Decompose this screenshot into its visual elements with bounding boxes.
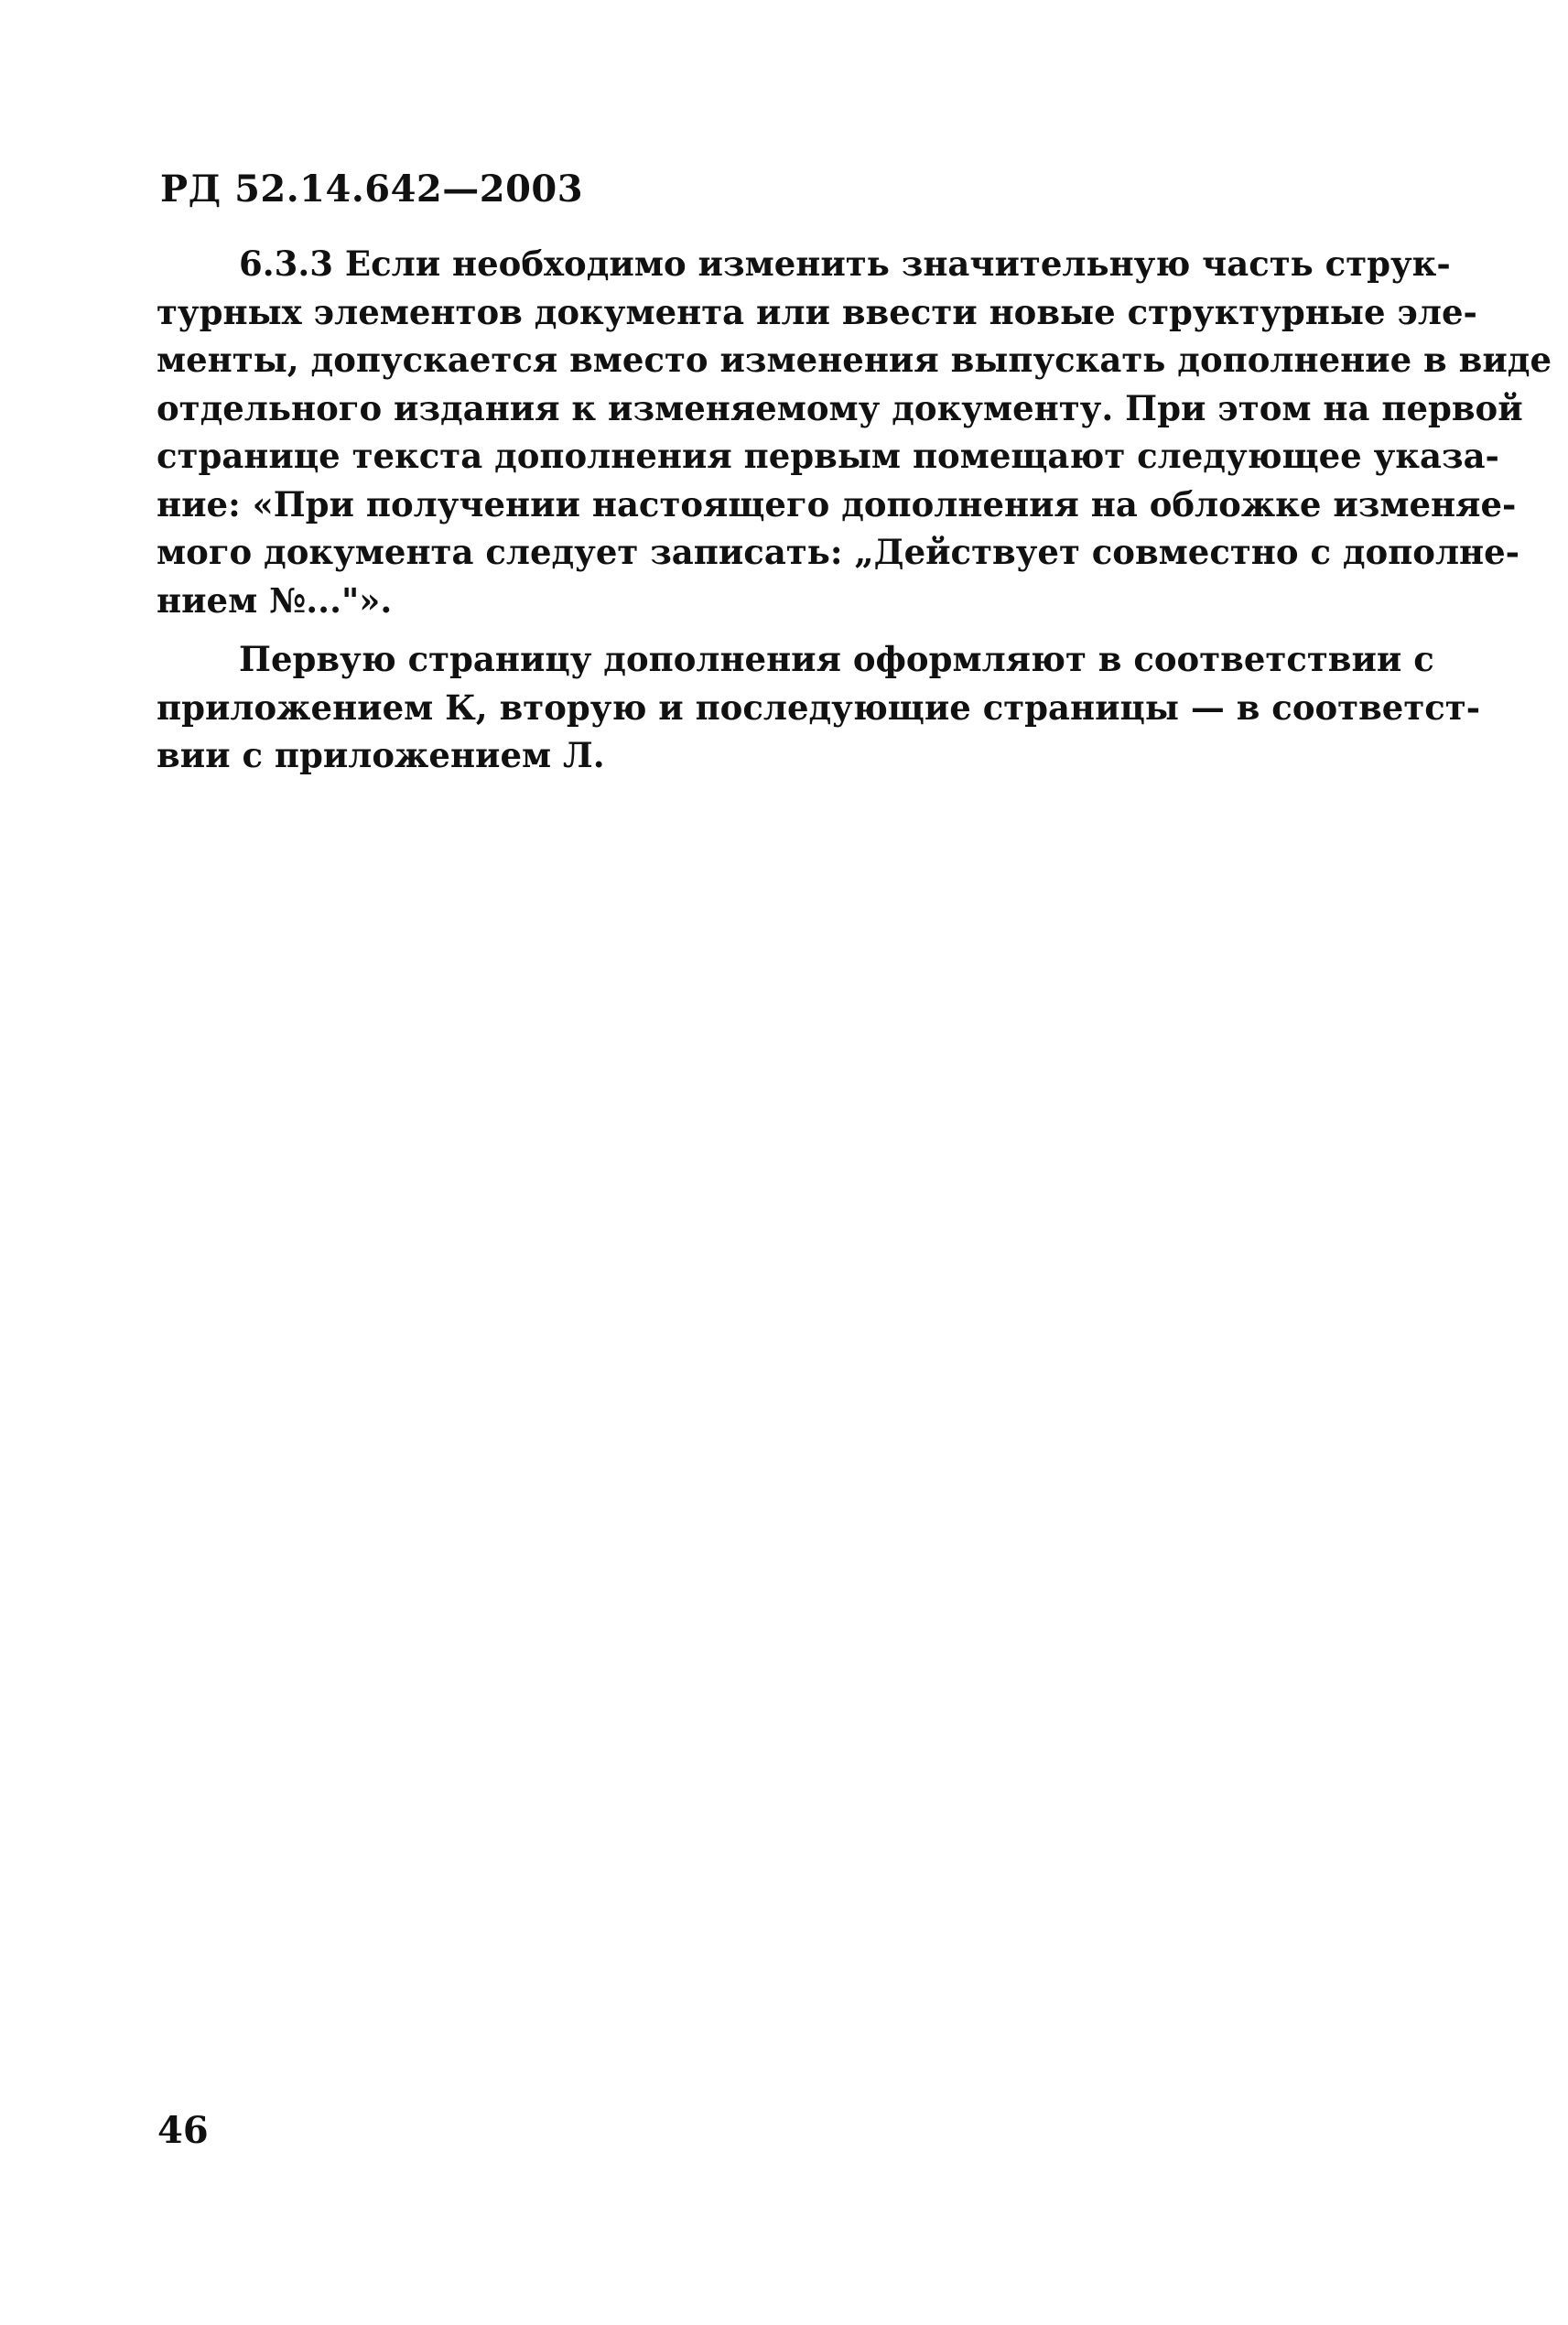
paragraph-line: вии с приложением Л. [157,735,605,775]
body-text [157,240,1552,780]
paragraph-line: странице текста дополнения первым помещают следующее указа- [157,436,1499,476]
paragraph-line: мого документа следует записать: „Действует совместно с дополне- [157,532,1520,572]
paragraph-spacer [157,624,1429,635]
page-number: 46 [157,2109,209,2152]
paragraph-line: Первую страницу дополнения оформляют в соответствии с [239,639,1434,679]
paragraph-line: отдельного издания к изменяемому документу. При этом на первой [157,387,1523,428]
paragraph-line: 6.3.3 Если необходимо изменить значительную часть струк- [239,243,1451,284]
paragraph-line: менты, допускается вместо изменения выпускать дополнение в виде [157,340,1552,380]
paragraph-first-page-format [157,635,1481,780]
document-code-header: РД 52.14.642—2003 [160,168,584,211]
paragraph-line: приложением К, вторую и последующие страницы — в соответст- [157,687,1481,728]
paragraph-line: нием №..."». [157,579,393,621]
paragraph-line: ние: «При получении настоящего дополнения на обложке изменяе- [157,483,1517,524]
paragraph-6-3-3 [157,240,1552,624]
paragraph-line: турных элементов документа или ввести новые структурные эле- [157,291,1477,332]
